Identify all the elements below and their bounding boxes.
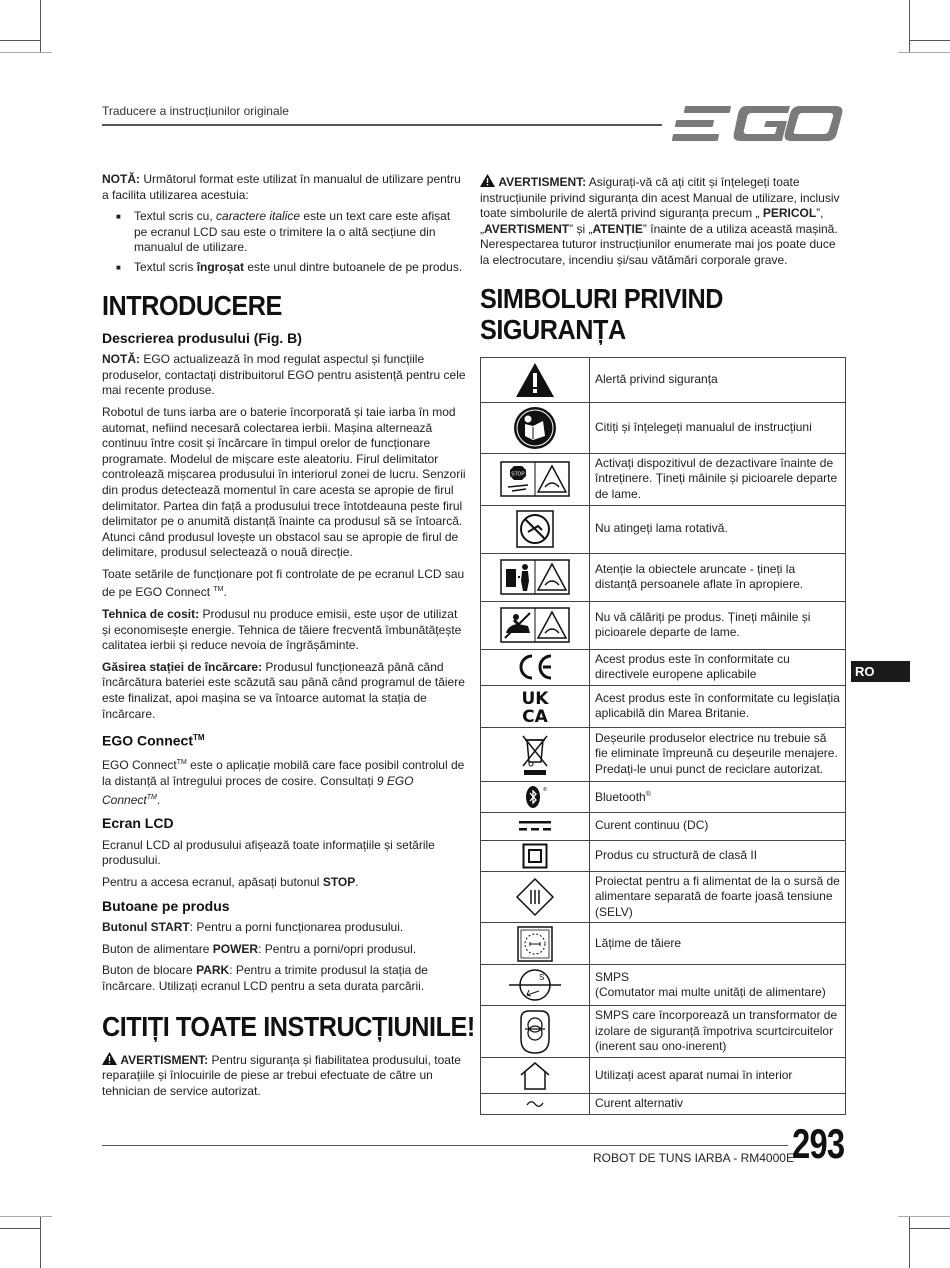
ce-mark-icon [515, 654, 555, 680]
title-line: SIMBOLURI PRIVIND [480, 282, 723, 314]
power-button-paragraph [102, 942, 466, 958]
bluetooth-icon [523, 785, 547, 809]
cutting-width-icon [517, 926, 553, 962]
table-row [481, 781, 846, 812]
footer-rule [102, 1145, 788, 1146]
thrown-objects-icon [500, 559, 570, 595]
crop-mark [0, 1216, 52, 1217]
table-row [481, 601, 846, 649]
crop-mark [0, 40, 40, 41]
paragraph-text: este o aplicație mobilă care face posibil controlul de la distanță al întregului proces de cosire. Consultați [102, 758, 465, 789]
paragraph-text: Buton de alimentare [102, 941, 213, 956]
symbol-description: Citiți și înțelegeți manualul de instrucțiuni [590, 402, 846, 453]
symbol-description: SMPS (Comutator mai multe unități de alimentare) [590, 965, 846, 1006]
symbol-description: Proiectat pentru a fi alimentat de la o sursă de alimentare separată de foarte joasă tensiune (SELV) [590, 871, 846, 923]
dc-current-icon [517, 819, 553, 833]
paragraph-text: Buton de blocare [102, 963, 197, 978]
bold-text: STOP [322, 875, 356, 890]
bold-text: PARK [196, 963, 230, 978]
intro-title: INTRODUCERE [102, 289, 282, 321]
cross-reference-link[interactable]: 9 EGO Connect [102, 774, 414, 807]
symbol-description: Utilizați acest aparat numai în interior [590, 1058, 846, 1094]
crop-mark [40, 0, 41, 52]
symbol-description: Alertă privind siguranța [590, 357, 846, 402]
bold-text: POWER [212, 941, 259, 956]
registered-mark: ® [645, 791, 651, 799]
symbol-description: Activați dispozitivul de dezactivare înainte de întreținere. Țineți mâinile și picioarele departe de lame. [590, 453, 846, 505]
format-list [102, 209, 466, 275]
tm-mark: TM [176, 759, 187, 767]
paragraph-text: Produsul nu produce emisii, este ușor de utilizat și economisește energie. Tehnica de tăiere frecventă îmbunătățește calitatea ierbii și reduce nevoia de îngrășăminte. [102, 607, 462, 653]
list-text: este unul dintre butoanele de pe produs. [244, 259, 463, 274]
paragraph-text: . [355, 875, 359, 890]
symbol-description: Curent continuu (DC) [590, 812, 846, 840]
bold-label: Găsirea stației de încărcare: [102, 659, 263, 674]
tm-mark: TM [193, 733, 205, 743]
lcd-access-paragraph [102, 875, 466, 891]
symbols-title [480, 283, 809, 345]
list-text: Textul scris cu, [134, 209, 217, 224]
svg-text:CA: CA [522, 707, 548, 725]
svg-text:UK: UK [521, 689, 549, 710]
connect-heading [102, 730, 466, 749]
ac-current-icon [525, 1099, 545, 1109]
symbol-description: Acest produs este în conformitate cu directivele europene aplicabile [590, 649, 846, 685]
list-text: este un text care este afișat pe ecranul LCD sau este o trimitere la o altă secțiune din manualul de utilizare. [134, 209, 451, 255]
table-row [481, 923, 846, 965]
selv-icon [515, 877, 555, 917]
paragraph-text: : Pentru a trimite produsul la stația de încărcare. Utilizați ecranul LCD pentru a seta durata parcării. [102, 963, 428, 993]
list-item [134, 209, 466, 256]
title-line: SIGURANȚA [480, 313, 626, 345]
crop-mark [910, 40, 950, 41]
symbol-description [590, 781, 846, 812]
warning-text: Asigurați-vă că ați citit și înțelegeți toate instrucțiunile privind siguranța din acest Manual de utilizare, inclusiv toate simbolurile de alertă privind siguranța precum „ [480, 175, 840, 221]
left-column [102, 172, 475, 1105]
note-text: Următorul format este utilizat în manualul de utilizare pentru a facilita utilizarea acestuia: [102, 172, 461, 202]
crop-mark [40, 1216, 41, 1268]
class-ii-icon [522, 843, 548, 869]
charging-paragraph [102, 660, 466, 722]
tm-mark: TM [146, 793, 157, 801]
smps-icon [505, 967, 565, 1003]
safety-alert-icon [515, 362, 555, 398]
read-manual-icon [513, 406, 557, 450]
table-row [481, 453, 846, 505]
table-row [481, 871, 846, 923]
safety-transformer-icon [515, 1009, 555, 1055]
bold-text: Butonul START [102, 920, 190, 935]
warning-text: ” înainte de a utiliza această mașină. Nerespectarea tuturor instrucțiunilor enumerate mai jos poate duce la electrocutare, incendiu și/sau vătămări corporale grave. [480, 221, 838, 267]
symbol-description: Lățime de tăiere [590, 923, 846, 965]
mowing-paragraph [102, 607, 466, 654]
footer-title: ROBOT DE TUNS IARBA - RM4000E [593, 1151, 794, 1165]
weee-bin-icon [520, 732, 550, 776]
lcd-paragraph: Ecranul LCD al produsului afișează toate informațiile și setările produsului. [102, 837, 435, 868]
warning-label: AVERTISMENT: [498, 175, 587, 189]
svg-text:STOP: STOP [511, 471, 525, 478]
paragraph-text: : Pentru a porni/opri produsul. [258, 941, 417, 956]
symbols-table [480, 357, 846, 1115]
table-row [481, 840, 846, 871]
header-title: Traducere a instrucțiunilor originale [102, 104, 289, 118]
table-row [481, 1094, 846, 1115]
read-instructions-title: CITIȚI TOATE INSTRUCȚIUNILE! [102, 1010, 475, 1042]
svg-text:®: ® [543, 786, 547, 793]
symbol-text: Bluetooth [595, 790, 646, 805]
symbol-description: Nu atingeți lama rotativă. [590, 505, 846, 553]
table-row [481, 649, 846, 685]
update-note [102, 352, 466, 399]
service-warning [102, 1052, 466, 1100]
table-row [481, 965, 846, 1006]
symbol-description: Nu vă călăriți pe produs. Țineți mâinile și picioarele departe de lame. [590, 601, 846, 649]
buttons-heading: Butoane pe produs [102, 897, 230, 914]
symbol-description: Acest produs este în conformitate cu legislația aplicabilă din Marea Britanie. [590, 685, 846, 727]
warning-text: ”, „ [480, 206, 824, 236]
rotating-blade-icon [516, 510, 554, 548]
tm-mark: TM [213, 586, 224, 594]
table-row [481, 553, 846, 601]
heading-text: EGO Connect [102, 732, 194, 749]
table-row [481, 1058, 846, 1094]
stop-disable-icon [500, 461, 570, 497]
warning-icon [480, 174, 495, 187]
ego-logo [672, 102, 844, 146]
table-row [481, 685, 846, 727]
warning-icon [102, 1052, 117, 1065]
desc-heading: Descrierea produsului (Fig. B) [102, 329, 302, 346]
crop-mark [0, 1228, 40, 1229]
bold-text: AVERTISMENT [484, 221, 570, 236]
format-note [102, 172, 466, 203]
svg-text:S: S [539, 973, 545, 983]
bold-text: ATENȚIE [592, 221, 643, 236]
table-row [481, 812, 846, 840]
symbol-description: Deșeurile produselor electrice nu trebuie să fie eliminate împreună cu deșeurile menajere. Predați-le unui punct de reciclare autorizat. [590, 727, 846, 781]
robot-paragraph: Robotul de tuns iarba are o baterie încorporată și taie iarba în mod automat, nefiind necesară colectarea ierbii. Mașina alternează continuu între cosit și încărcare în timpul orelor de funcționare programate. Modelul de mișcare este aleatoriu. Firul delimitator controlează mișcarea produsului în interiorul zonei de lucru. Senzorii din produs detectează momentul în care acesta se apropie de firul delimitator. Partea din față a produsului trece întotdeauna peste firul delimitator pe o anumită distanță înainte ca produsul să se întoarcă. Atunci când produsul lovește un obstacol sau se apropie de firul de delimitare, produsul selectează o nouă direcție. [102, 404, 466, 560]
table-row [481, 357, 846, 402]
crop-mark [0, 52, 52, 53]
start-button-paragraph [102, 920, 466, 936]
warning-text: ” și „ [569, 221, 593, 236]
note-text: EGO actualizează în mod regulat aspectul și funcțiile produselor, contactați distribuitorul EGO pentru asistență pentru cele mai recente produse. [102, 352, 466, 398]
paragraph-text: : Pentru a porni funcționarea produsului. [189, 920, 404, 935]
crop-mark [910, 1228, 950, 1229]
table-row [481, 727, 846, 781]
paragraph-text: Pentru a accesa ecranul, apăsați butonul [102, 875, 323, 890]
connect-paragraph [102, 755, 466, 808]
paragraph-text: Toate setările de funcționare pot fi controlate de pe ecranul LCD sau de pe EGO Connect [102, 566, 465, 600]
paragraph-text: . [223, 585, 227, 600]
page-number: 293 [792, 1120, 845, 1167]
crop-mark [909, 0, 910, 52]
crop-mark [909, 1216, 910, 1268]
header-rule [102, 124, 662, 126]
bold-label: Tehnica de cosit: [102, 607, 200, 622]
warning-text: Pentru siguranța și fiabilitatea produsului, toate reparațiile și înlocuirile de piese ar trebui efectuate de către un tehnician de service autorizat. [102, 1052, 461, 1098]
symbol-description: Produs cu structură de clasă II [590, 840, 846, 871]
table-row [481, 402, 846, 453]
note-label: NOTĂ: [102, 172, 140, 186]
language-tab: RO [851, 661, 910, 682]
bold-text: îngroșat [196, 259, 245, 274]
indoor-use-icon [518, 1061, 552, 1091]
safety-warning [480, 174, 846, 269]
right-column [480, 174, 846, 1115]
italic-text: caractere italice [216, 209, 301, 224]
ukca-mark-icon [516, 688, 554, 724]
crop-mark [898, 52, 950, 53]
bold-text: PERICOL [762, 206, 817, 221]
settings-paragraph [102, 567, 466, 601]
symbol-description: Curent alternativ [590, 1094, 846, 1115]
park-button-paragraph [102, 963, 466, 994]
crop-mark [898, 1216, 950, 1217]
table-row [481, 505, 846, 553]
paragraph-text: . [156, 792, 161, 807]
note-label: NOTĂ: [102, 352, 140, 367]
no-riding-icon [500, 607, 570, 643]
list-text: Textul scris [134, 259, 197, 274]
symbol-description: SMPS care încorporează un transformator de izolare de siguranță împotriva scurtcircuitelor (inerent sau ono-inerent) [590, 1006, 846, 1058]
warning-label: AVERTISMENT: [120, 1052, 209, 1067]
lcd-heading: Ecran LCD [102, 815, 174, 832]
paragraph-text: EGO Connect [102, 758, 177, 773]
paragraph-text: Produsul funcționează până când încărcătura bateriei este scăzută sau până când programul de tăiere este finalizat, apoi mașina se va întoarce automat la stația de încărcare. [102, 659, 465, 721]
symbol-description: Atenție la obiectele aruncate - țineți la distanță persoanele aflate în apropiere. [590, 553, 846, 601]
table-row [481, 1006, 846, 1058]
list-item [134, 260, 466, 276]
